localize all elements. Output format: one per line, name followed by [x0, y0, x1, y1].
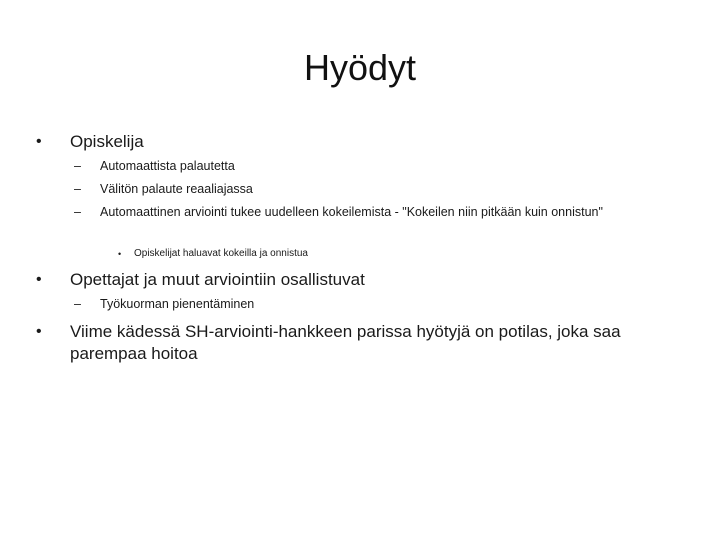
sub-bullet-text: Automaattinen arviointi tukee uudelleen kokeilemista - "Kokeilen niin pitkään kuin onnistun" — [100, 205, 603, 219]
dash-marker: – — [74, 297, 81, 311]
sub-bullet-item — [74, 155, 654, 178]
bullet-item — [36, 321, 676, 365]
sub-bullet-text: Työkuorman pienentäminen — [100, 297, 255, 311]
bullet-item — [36, 269, 676, 291]
sub-bullet-text: Automaattista palautetta — [100, 159, 235, 173]
sub-bullet-item — [74, 293, 654, 316]
sub-sub-bullet-item — [118, 247, 618, 261]
bullet-text: Viime kädessä SH-arviointi-hankkeen parissa hyötyjä on potilas, joka saa parempaa hoitoa — [70, 322, 621, 363]
bullet-marker: • — [36, 323, 42, 340]
sub-bullet-item — [74, 178, 654, 201]
bullet-item — [36, 131, 676, 153]
dash-marker: – — [74, 159, 81, 173]
bullet-text: Opettajat ja muut arviointiin osallistuvat — [70, 270, 365, 289]
bullet-text: Opiskelija — [70, 132, 144, 151]
sub-bullet-text: Välitön palaute reaaliajassa — [100, 182, 253, 196]
bullet-marker: • — [118, 249, 122, 259]
sub-sub-bullet-text: Opiskelijat haluavat kokeilla ja onnistua — [134, 248, 308, 259]
bullet-marker: • — [36, 271, 42, 288]
slide-title: Hyödyt — [303, 47, 417, 88]
dash-marker: – — [74, 182, 81, 196]
bullet-marker: • — [36, 133, 42, 150]
sub-bullet-item — [74, 201, 654, 224]
dash-marker: – — [74, 205, 81, 219]
